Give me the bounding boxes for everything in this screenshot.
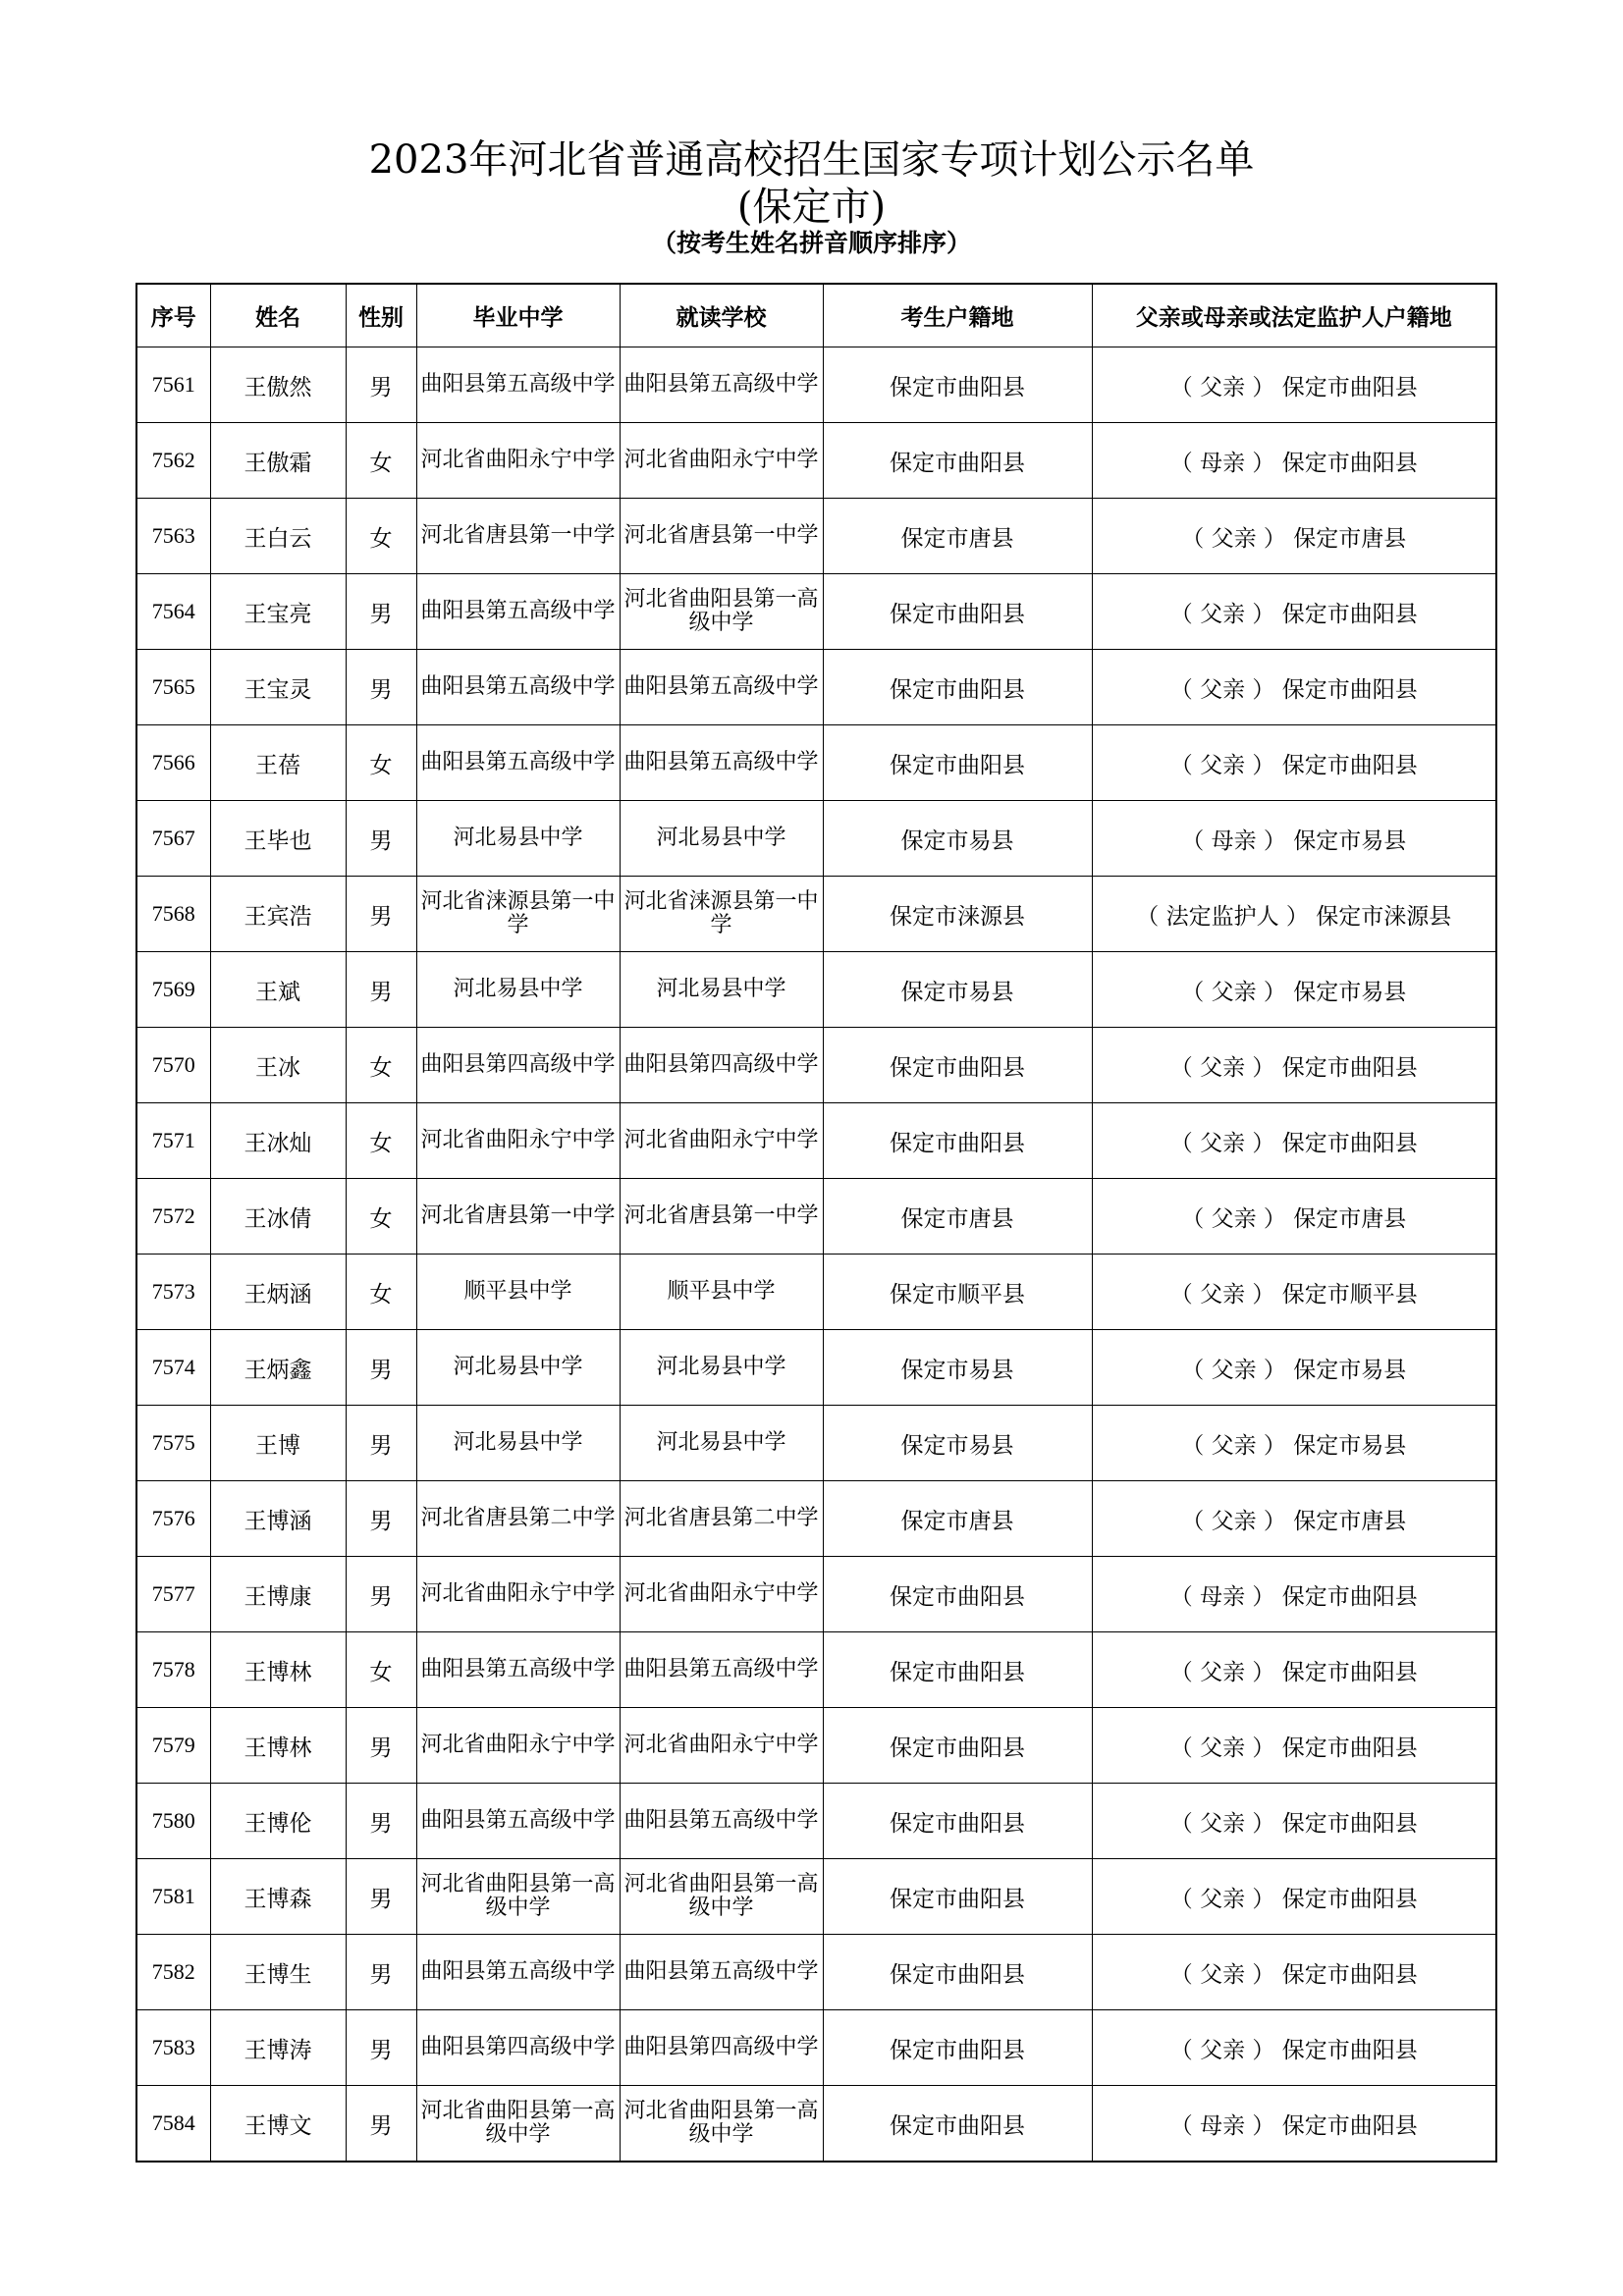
cell-current-school: 曲阳县第五高级中学 — [620, 725, 823, 801]
cell-guardian: （ 父亲 ） 保定市易县 — [1092, 952, 1496, 1028]
table-row — [136, 1406, 1496, 1481]
cell-name: 王博文 — [210, 2086, 346, 2163]
cell-no: 7575 — [136, 1406, 210, 1481]
cell-guardian: （ 父亲 ） 保定市曲阳县 — [1092, 650, 1496, 725]
table-header-row — [136, 284, 1496, 347]
cell-guardian: （ 父亲 ） 保定市曲阳县 — [1092, 1784, 1496, 1859]
cell-current-school: 曲阳县第五高级中学 — [620, 1632, 823, 1708]
cell-name: 王博生 — [210, 1935, 346, 2010]
cell-guardian: （ 父亲 ） 保定市唐县 — [1092, 499, 1496, 574]
cell-name: 王炳涵 — [210, 1255, 346, 1330]
cell-hukou: 保定市曲阳县 — [823, 1632, 1092, 1708]
cell-hukou: 保定市易县 — [823, 1406, 1092, 1481]
cell-gender: 男 — [346, 2010, 416, 2086]
cell-name: 王博康 — [210, 1557, 346, 1632]
cell-guardian: （ 父亲 ） 保定市易县 — [1092, 1330, 1496, 1406]
cell-grad-school: 河北省唐县第二中学 — [416, 1481, 620, 1557]
cell-name: 王冰倩 — [210, 1179, 346, 1255]
cell-gender: 男 — [346, 877, 416, 952]
cell-hukou: 保定市唐县 — [823, 499, 1092, 574]
cell-gender: 女 — [346, 725, 416, 801]
cell-guardian: （ 父亲 ） 保定市曲阳县 — [1092, 1859, 1496, 1935]
cell-current-school: 曲阳县第四高级中学 — [620, 2010, 823, 2086]
col-header-name: 姓名 — [210, 284, 346, 347]
cell-name: 王博 — [210, 1406, 346, 1481]
cell-name: 王斌 — [210, 952, 346, 1028]
cell-hukou: 保定市曲阳县 — [823, 1028, 1092, 1103]
cell-grad-school: 曲阳县第五高级中学 — [416, 650, 620, 725]
cell-no: 7584 — [136, 2086, 210, 2163]
cell-no: 7567 — [136, 801, 210, 877]
cell-current-school: 河北易县中学 — [620, 801, 823, 877]
cell-gender: 女 — [346, 1632, 416, 1708]
cell-current-school: 河北省唐县第二中学 — [620, 1481, 823, 1557]
col-header-guardian: 父亲或母亲或法定监护人户籍地 — [1092, 284, 1496, 347]
cell-current-school: 河北省涞源县第一中学 — [620, 877, 823, 952]
cell-no: 7571 — [136, 1103, 210, 1179]
cell-gender: 男 — [346, 1784, 416, 1859]
cell-guardian: （ 父亲 ） 保定市曲阳县 — [1092, 347, 1496, 423]
cell-grad-school: 河北省曲阳永宁中学 — [416, 1103, 620, 1179]
table-row — [136, 1103, 1496, 1179]
cell-no: 7562 — [136, 423, 210, 499]
table-row — [136, 1708, 1496, 1784]
table-row — [136, 801, 1496, 877]
cell-grad-school: 河北省曲阳县第一高级中学 — [416, 2086, 620, 2163]
col-header-gender: 性别 — [346, 284, 416, 347]
cell-guardian: （ 父亲 ） 保定市曲阳县 — [1092, 1632, 1496, 1708]
cell-grad-school: 曲阳县第五高级中学 — [416, 574, 620, 650]
cell-name: 王博林 — [210, 1708, 346, 1784]
cell-name: 王博林 — [210, 1632, 346, 1708]
cell-grad-school: 河北省曲阳县第一高级中学 — [416, 1859, 620, 1935]
table-row — [136, 1784, 1496, 1859]
cell-no: 7563 — [136, 499, 210, 574]
table-row — [136, 725, 1496, 801]
cell-grad-school: 曲阳县第四高级中学 — [416, 1028, 620, 1103]
col-header-no: 序号 — [136, 284, 210, 347]
table-row — [136, 1859, 1496, 1935]
table-row — [136, 1255, 1496, 1330]
table-row — [136, 1557, 1496, 1632]
cell-gender: 男 — [346, 1859, 416, 1935]
col-header-hukou: 考生户籍地 — [823, 284, 1092, 347]
cell-current-school: 河北省唐县第一中学 — [620, 1179, 823, 1255]
cell-gender: 男 — [346, 347, 416, 423]
cell-guardian: （ 父亲 ） 保定市曲阳县 — [1092, 574, 1496, 650]
cell-name: 王博涛 — [210, 2010, 346, 2086]
cell-gender: 男 — [346, 1708, 416, 1784]
cell-no: 7577 — [136, 1557, 210, 1632]
cell-name: 王蓓 — [210, 725, 346, 801]
cell-name: 王博森 — [210, 1859, 346, 1935]
cell-name: 王宝灵 — [210, 650, 346, 725]
cell-no: 7569 — [136, 952, 210, 1028]
cell-hukou: 保定市曲阳县 — [823, 574, 1092, 650]
cell-hukou: 保定市顺平县 — [823, 1255, 1092, 1330]
cell-guardian: （ 母亲 ） 保定市易县 — [1092, 801, 1496, 877]
cell-grad-school: 曲阳县第四高级中学 — [416, 2010, 620, 2086]
cell-hukou: 保定市唐县 — [823, 1179, 1092, 1255]
cell-grad-school: 河北省唐县第一中学 — [416, 1179, 620, 1255]
cell-current-school: 河北省曲阳县第一高级中学 — [620, 1859, 823, 1935]
cell-name: 王冰 — [210, 1028, 346, 1103]
cell-gender: 男 — [346, 1481, 416, 1557]
table-row — [136, 650, 1496, 725]
cell-guardian: （ 父亲 ） 保定市曲阳县 — [1092, 1708, 1496, 1784]
page-subtitle: (保定市) — [736, 185, 887, 230]
table-row — [136, 1330, 1496, 1406]
cell-guardian: （ 父亲 ） 保定市曲阳县 — [1092, 725, 1496, 801]
cell-current-school: 河北省曲阳永宁中学 — [620, 1708, 823, 1784]
cell-current-school: 曲阳县第四高级中学 — [620, 1028, 823, 1103]
cell-grad-school: 河北省涞源县第一中学 — [416, 877, 620, 952]
cell-name: 王白云 — [210, 499, 346, 574]
cell-grad-school: 曲阳县第五高级中学 — [416, 1935, 620, 2010]
table-row — [136, 1632, 1496, 1708]
cell-gender: 男 — [346, 1935, 416, 2010]
cell-no: 7565 — [136, 650, 210, 725]
cell-hukou: 保定市曲阳县 — [823, 1557, 1092, 1632]
cell-guardian: （ 父亲 ） 保定市唐县 — [1092, 1179, 1496, 1255]
col-header-current-school: 就读学校 — [620, 284, 823, 347]
cell-no: 7564 — [136, 574, 210, 650]
cell-guardian: （ 父亲 ） 保定市唐县 — [1092, 1481, 1496, 1557]
cell-grad-school: 河北省唐县第一中学 — [416, 499, 620, 574]
cell-no: 7561 — [136, 347, 210, 423]
cell-gender: 女 — [346, 423, 416, 499]
cell-name: 王炳鑫 — [210, 1330, 346, 1406]
cell-gender: 女 — [346, 1028, 416, 1103]
cell-current-school: 曲阳县第五高级中学 — [620, 1784, 823, 1859]
cell-hukou: 保定市曲阳县 — [823, 1708, 1092, 1784]
cell-guardian: （ 父亲 ） 保定市曲阳县 — [1092, 1028, 1496, 1103]
cell-no: 7578 — [136, 1632, 210, 1708]
cell-gender: 男 — [346, 650, 416, 725]
cell-guardian: （ 母亲 ） 保定市曲阳县 — [1092, 423, 1496, 499]
cell-gender: 女 — [346, 1103, 416, 1179]
cell-no: 7573 — [136, 1255, 210, 1330]
cell-no: 7574 — [136, 1330, 210, 1406]
cell-guardian: （ 父亲 ） 保定市曲阳县 — [1092, 1935, 1496, 2010]
cell-no: 7582 — [136, 1935, 210, 2010]
cell-guardian: （ 母亲 ） 保定市曲阳县 — [1092, 1557, 1496, 1632]
cell-no: 7583 — [136, 2010, 210, 2086]
cell-guardian: （ 父亲 ） 保定市顺平县 — [1092, 1255, 1496, 1330]
table-row — [136, 2010, 1496, 2086]
cell-current-school: 曲阳县第五高级中学 — [620, 650, 823, 725]
cell-name: 王傲霜 — [210, 423, 346, 499]
table-row — [136, 423, 1496, 499]
table-row — [136, 1935, 1496, 2010]
cell-grad-school: 曲阳县第五高级中学 — [416, 1632, 620, 1708]
cell-gender: 女 — [346, 1255, 416, 1330]
cell-hukou: 保定市曲阳县 — [823, 1103, 1092, 1179]
cell-grad-school: 河北易县中学 — [416, 1406, 620, 1481]
cell-guardian: （ 父亲 ） 保定市曲阳县 — [1092, 2010, 1496, 2086]
cell-current-school: 顺平县中学 — [620, 1255, 823, 1330]
cell-grad-school: 曲阳县第五高级中学 — [416, 1784, 620, 1859]
cell-name: 王冰灿 — [210, 1103, 346, 1179]
cell-grad-school: 河北省曲阳永宁中学 — [416, 1557, 620, 1632]
table-body — [136, 347, 1496, 2163]
candidate-table — [135, 283, 1497, 2163]
cell-grad-school: 河北易县中学 — [416, 1330, 620, 1406]
cell-no: 7579 — [136, 1708, 210, 1784]
cell-name: 王毕也 — [210, 801, 346, 877]
table-row — [136, 2086, 1496, 2163]
sort-note: （按考生姓名拼音顺序排序） — [651, 229, 971, 257]
cell-hukou: 保定市曲阳县 — [823, 1935, 1092, 2010]
cell-hukou: 保定市曲阳县 — [823, 1784, 1092, 1859]
cell-hukou: 保定市曲阳县 — [823, 2010, 1092, 2086]
cell-current-school: 河北省曲阳县第一高级中学 — [620, 574, 823, 650]
cell-grad-school: 曲阳县第五高级中学 — [416, 347, 620, 423]
cell-guardian: （ 母亲 ） 保定市曲阳县 — [1092, 2086, 1496, 2163]
cell-grad-school: 河北省曲阳永宁中学 — [416, 1708, 620, 1784]
page-title: 2023年河北省普通高校招生国家专项计划公示名单 — [368, 137, 1255, 183]
cell-gender: 男 — [346, 801, 416, 877]
table-row — [136, 499, 1496, 574]
cell-gender: 男 — [346, 1557, 416, 1632]
cell-name: 王宾浩 — [210, 877, 346, 952]
cell-hukou: 保定市曲阳县 — [823, 347, 1092, 423]
table-row — [136, 1028, 1496, 1103]
cell-current-school: 河北易县中学 — [620, 1406, 823, 1481]
cell-grad-school: 河北省曲阳永宁中学 — [416, 423, 620, 499]
table-row — [136, 877, 1496, 952]
cell-gender: 男 — [346, 952, 416, 1028]
cell-no: 7572 — [136, 1179, 210, 1255]
cell-current-school: 河北易县中学 — [620, 952, 823, 1028]
cell-gender: 男 — [346, 2086, 416, 2163]
cell-current-school: 河北省曲阳县第一高级中学 — [620, 2086, 823, 2163]
cell-guardian: （ 父亲 ） 保定市易县 — [1092, 1406, 1496, 1481]
cell-guardian: （ 父亲 ） 保定市曲阳县 — [1092, 1103, 1496, 1179]
cell-name: 王博伦 — [210, 1784, 346, 1859]
cell-grad-school: 顺平县中学 — [416, 1255, 620, 1330]
table-row — [136, 347, 1496, 423]
cell-no: 7576 — [136, 1481, 210, 1557]
cell-current-school: 河北省唐县第一中学 — [620, 499, 823, 574]
cell-hukou: 保定市曲阳县 — [823, 1859, 1092, 1935]
cell-hukou: 保定市曲阳县 — [823, 2086, 1092, 2163]
cell-no: 7581 — [136, 1859, 210, 1935]
cell-name: 王博涵 — [210, 1481, 346, 1557]
cell-current-school: 曲阳县第五高级中学 — [620, 1935, 823, 2010]
cell-grad-school: 河北易县中学 — [416, 801, 620, 877]
cell-gender: 男 — [346, 1330, 416, 1406]
table-row — [136, 574, 1496, 650]
table-row — [136, 1179, 1496, 1255]
cell-name: 王傲然 — [210, 347, 346, 423]
cell-no: 7568 — [136, 877, 210, 952]
cell-hukou: 保定市曲阳县 — [823, 650, 1092, 725]
cell-gender: 男 — [346, 574, 416, 650]
cell-no: 7566 — [136, 725, 210, 801]
cell-current-school: 河北省曲阳永宁中学 — [620, 1103, 823, 1179]
cell-gender: 女 — [346, 1179, 416, 1255]
cell-hukou: 保定市涞源县 — [823, 877, 1092, 952]
cell-name: 王宝亮 — [210, 574, 346, 650]
cell-hukou: 保定市唐县 — [823, 1481, 1092, 1557]
cell-gender: 女 — [346, 499, 416, 574]
cell-guardian: （ 法定监护人 ） 保定市涞源县 — [1092, 877, 1496, 952]
cell-hukou: 保定市易县 — [823, 1330, 1092, 1406]
table-row — [136, 952, 1496, 1028]
cell-no: 7570 — [136, 1028, 210, 1103]
cell-hukou: 保定市易县 — [823, 801, 1092, 877]
cell-grad-school: 曲阳县第五高级中学 — [416, 725, 620, 801]
cell-grad-school: 河北易县中学 — [416, 952, 620, 1028]
cell-gender: 男 — [346, 1406, 416, 1481]
cell-no: 7580 — [136, 1784, 210, 1859]
table-row — [136, 1481, 1496, 1557]
cell-hukou: 保定市曲阳县 — [823, 725, 1092, 801]
cell-current-school: 河北省曲阳永宁中学 — [620, 1557, 823, 1632]
cell-hukou: 保定市易县 — [823, 952, 1092, 1028]
col-header-grad-school: 毕业中学 — [416, 284, 620, 347]
cell-current-school: 曲阳县第五高级中学 — [620, 347, 823, 423]
cell-current-school: 河北易县中学 — [620, 1330, 823, 1406]
cell-hukou: 保定市曲阳县 — [823, 423, 1092, 499]
cell-current-school: 河北省曲阳永宁中学 — [620, 423, 823, 499]
